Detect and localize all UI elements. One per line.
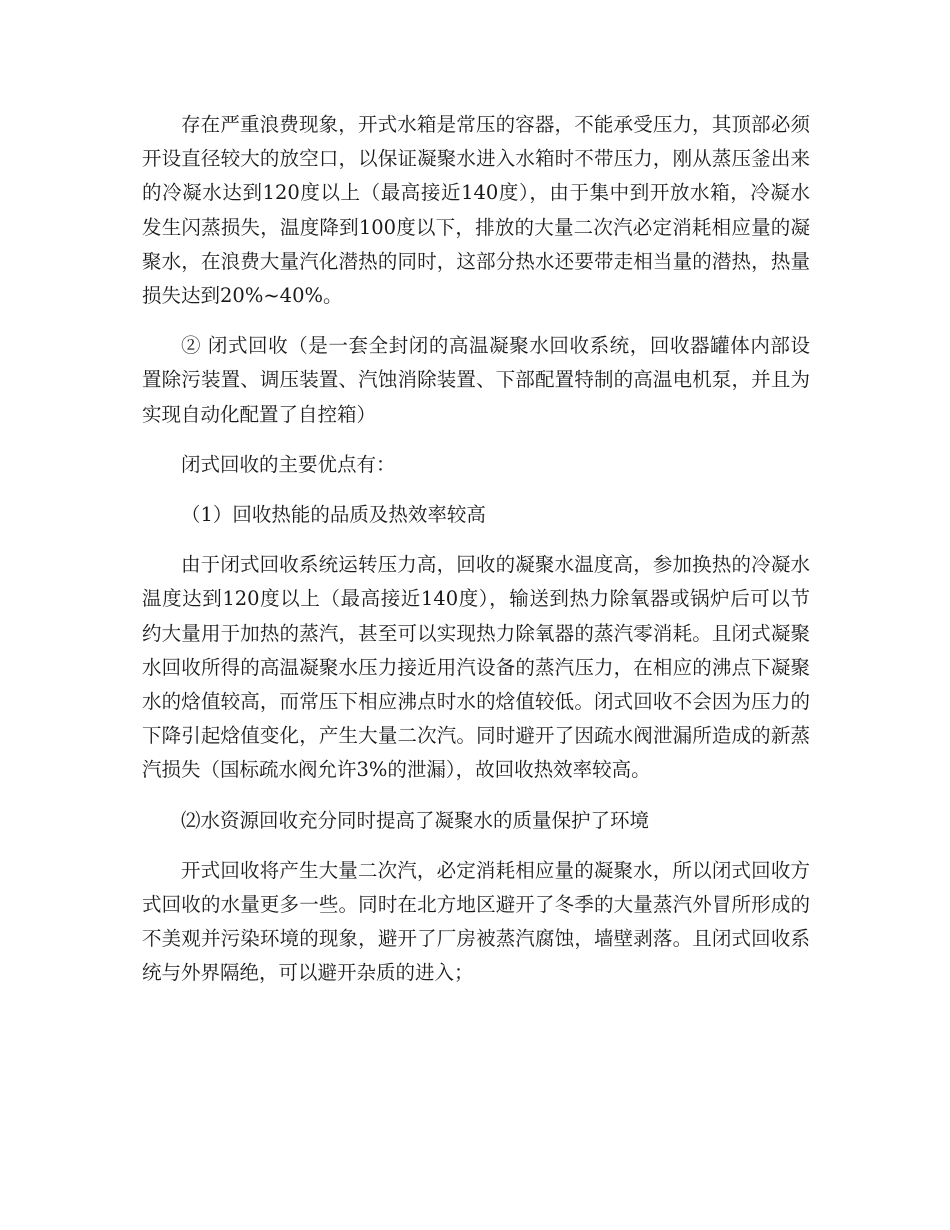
document-body (142, 108, 810, 1007)
paragraph-open-tank-waste: 存在严重浪费现象，开式水箱是常压的容器，不能承受压力，其顶部必须开设直径较大的放空口，以保证凝聚水进入水箱时不带压力，刚从蒸压釜出来的冷凝水达到120度以上（最高接近140度），由于集中到开放水箱，冷凝水发生闪蒸损失，温度降到100度以下，排放的大量二次汽必定消耗相应量的凝聚水，在浪费大量汽化潜热的同时，这部分热水还要带走相当量的潜热，热量损失达到20%~40%。 (142, 113, 810, 308)
paragraph-closed-recovery: ② 闭式回收（是一套全封闭的高温凝聚水回收系统，回收器罐体内部设置除污装置、调压装置、汽蚀消除装置、下部配置特制的高温电机泵，并且为实现自动化配置了自控箱） (142, 334, 810, 426)
paragraph-advantages-intro: 闭式回收的主要优点有： (181, 452, 396, 476)
heading-advantage-2: ⑵水资源回收充分同时提高了凝聚水的质量保护了环境 (181, 808, 650, 832)
heading-advantage-1: （1）回收热能的品质及热效率较高 (181, 503, 486, 527)
paragraph-advantage-2-detail: 开式回收将产生大量二次汽，必定消耗相应量的凝聚水，所以闭式回收方式回收的水量更多一些。同时在北方地区避开了冬季的大量蒸汽外冒所形成的不美观并污染环境的现象，避开了厂房被蒸汽腐蚀，墙壁剥落。且闭式回收系统与外界隔绝，可以避开杂质的进入； (142, 858, 810, 985)
paragraph-advantage-1-detail: 由于闭式回收系统运转压力高，回收的凝聚水温度高，参加换热的冷凝水温度达到120度以上（最高接近140度），输送到热力除氧器或锅炉后可以节约大量用于加热的蒸汽，甚至可以实现热力除氧器的蒸汽零消耗。且闭式凝聚水回收所得的高温凝聚水压力接近用汽设备的蒸汽压力，在相应的沸点下凝聚水的焓值较高，而常压下相应沸点时水的焓值较低。闭式回收不会因为压力的下降引起焓值变化，产生大量二次汽。同时避开了因疏水阀泄漏所造成的新蒸汽损失（国标疏水阀允许3%的泄漏），故回收热效率较高。 (142, 553, 810, 782)
